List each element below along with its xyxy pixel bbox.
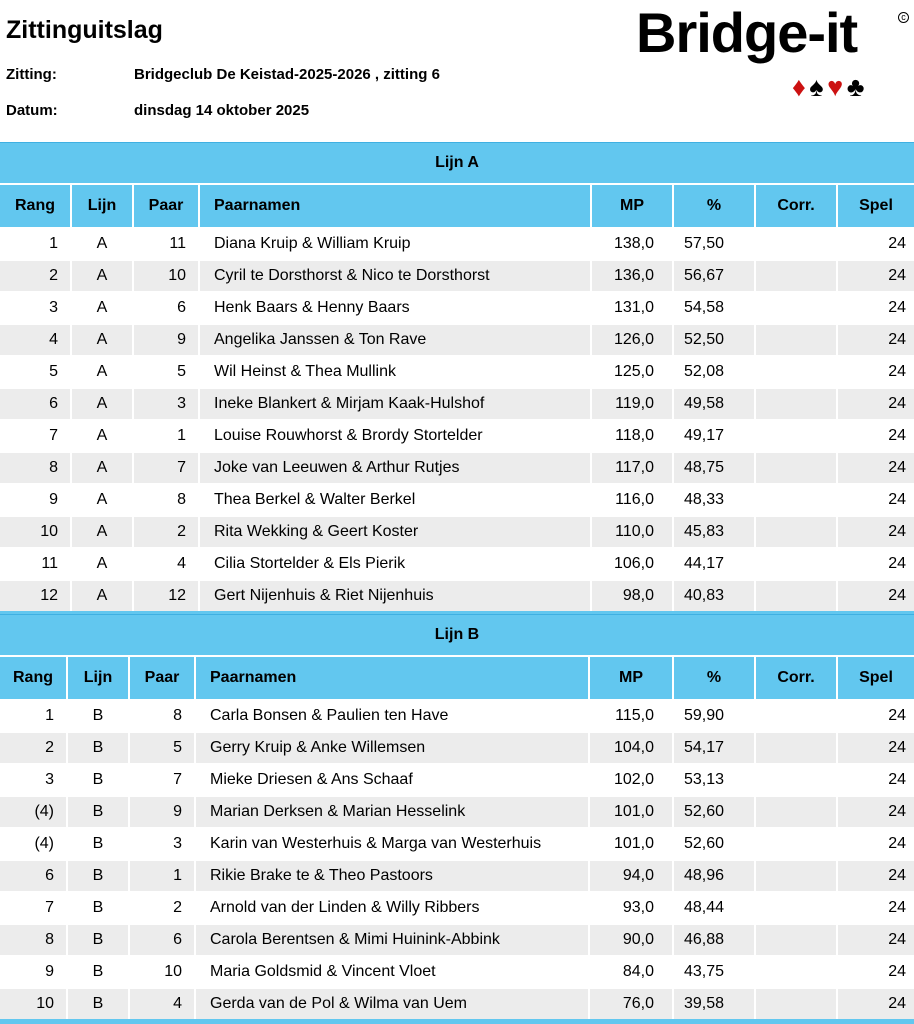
lijn-b-table <box>0 655 914 1019</box>
table-row <box>0 483 914 515</box>
lijn-cell: A <box>70 259 132 291</box>
lijn-b-rows <box>0 699 914 1019</box>
paar-cell: 2 <box>128 891 194 923</box>
pair-names-cell: Carola Berentsen & Mimi Huinink-Abbink <box>194 923 588 955</box>
table-row <box>0 227 914 259</box>
table-row <box>0 355 914 387</box>
lijn-cell: A <box>70 579 132 611</box>
percentage-cell: 52,08 <box>672 355 754 387</box>
rang-cell: 4 <box>0 323 70 355</box>
corr-cell <box>754 259 836 291</box>
lijn-b-section <box>0 614 914 1024</box>
percentage-cell: 48,96 <box>672 859 754 891</box>
spade-suit-icon: ♠ <box>809 72 822 102</box>
mp-cell: 106,0 <box>590 547 672 579</box>
pair-names-cell: Maria Goldsmid & Vincent Vloet <box>194 955 588 987</box>
mp-cell: 98,0 <box>590 579 672 611</box>
paar-cell: 8 <box>128 699 194 731</box>
lijn-a-table <box>0 183 914 611</box>
table-row <box>0 763 914 795</box>
percentage-cell: 49,58 <box>672 387 754 419</box>
zitting-value: Bridgeclub De Keistad-2025-2026 , zitting 6 <box>134 66 440 83</box>
mp-cell: 104,0 <box>588 731 672 763</box>
pair-names-cell: Cilia Stortelder & Els Pierik <box>198 547 590 579</box>
corr-cell <box>754 859 836 891</box>
col-rang: Rang <box>0 655 66 699</box>
col-rang: Rang <box>0 183 70 227</box>
club-suit-icon: ♣ <box>846 72 863 102</box>
mp-cell: 126,0 <box>590 323 672 355</box>
corr-cell <box>754 547 836 579</box>
table-row <box>0 891 914 923</box>
pair-names-cell: Carla Bonsen & Paulien ten Have <box>194 699 588 731</box>
spel-cell: 24 <box>836 387 914 419</box>
spel-cell: 24 <box>836 731 914 763</box>
lijn-cell: A <box>70 323 132 355</box>
mp-cell: 94,0 <box>588 859 672 891</box>
rang-cell: (4) <box>0 795 66 827</box>
paar-cell: 1 <box>128 859 194 891</box>
paar-cell: 2 <box>132 515 198 547</box>
col-mp: MP <box>590 183 672 227</box>
mp-cell: 101,0 <box>588 827 672 859</box>
spel-cell: 24 <box>836 827 914 859</box>
col-paarnamen: Paarnamen <box>194 655 588 699</box>
corr-cell <box>754 355 836 387</box>
mp-cell: 110,0 <box>590 515 672 547</box>
corr-cell <box>754 827 836 859</box>
corr-cell <box>754 699 836 731</box>
rang-cell: 12 <box>0 579 70 611</box>
corr-cell <box>754 387 836 419</box>
percentage-cell: 52,60 <box>672 827 754 859</box>
lijn-cell: B <box>66 891 128 923</box>
pair-names-cell: Rita Wekking & Geert Koster <box>198 515 590 547</box>
pair-names-cell: Angelika Janssen & Ton Rave <box>198 323 590 355</box>
lijn-a-rows <box>0 227 914 611</box>
col-paar: Paar <box>128 655 194 699</box>
spel-cell: 24 <box>836 891 914 923</box>
lijn-cell: B <box>66 955 128 987</box>
corr-cell <box>754 955 836 987</box>
section-divider <box>0 1019 914 1024</box>
rang-cell: 7 <box>0 891 66 923</box>
percentage-cell: 43,75 <box>672 955 754 987</box>
percentage-cell: 46,88 <box>672 923 754 955</box>
rang-cell: 9 <box>0 483 70 515</box>
percentage-cell: 54,58 <box>672 291 754 323</box>
bridge-it-logo <box>636 1 906 104</box>
rang-cell: 9 <box>0 955 66 987</box>
lijn-cell: B <box>66 699 128 731</box>
datum-label: Datum: <box>6 102 58 119</box>
table-row <box>0 323 914 355</box>
lijn-cell: A <box>70 547 132 579</box>
mp-cell: 117,0 <box>590 451 672 483</box>
corr-cell <box>754 763 836 795</box>
spel-cell: 24 <box>836 451 914 483</box>
corr-cell <box>754 419 836 451</box>
lijn-cell: A <box>70 227 132 259</box>
mp-cell: 116,0 <box>590 483 672 515</box>
percentage-cell: 49,17 <box>672 419 754 451</box>
percentage-cell: 54,17 <box>672 731 754 763</box>
pair-names-cell: Gerry Kruip & Anke Willemsen <box>194 731 588 763</box>
pair-names-cell: Marian Derksen & Marian Hesselink <box>194 795 588 827</box>
pair-names-cell: Louise Rouwhorst & Brordy Stortelder <box>198 419 590 451</box>
table-row <box>0 515 914 547</box>
paar-cell: 1 <box>132 419 198 451</box>
paar-cell: 11 <box>132 227 198 259</box>
lijn-cell: A <box>70 483 132 515</box>
rang-cell: 8 <box>0 451 70 483</box>
corr-cell <box>754 923 836 955</box>
diamond-suit-icon: ♦ <box>792 72 804 102</box>
spel-cell: 24 <box>836 955 914 987</box>
table-row <box>0 259 914 291</box>
lijn-cell: B <box>66 987 128 1019</box>
paar-cell: 5 <box>128 731 194 763</box>
corr-cell <box>754 731 836 763</box>
paar-cell: 12 <box>132 579 198 611</box>
page-title: Zittinguitslag <box>6 16 163 44</box>
rang-cell: 6 <box>0 859 66 891</box>
logo-text: Bridge-it <box>636 1 858 64</box>
corr-cell <box>754 451 836 483</box>
pair-names-cell: Thea Berkel & Walter Berkel <box>198 483 590 515</box>
mp-cell: 119,0 <box>590 387 672 419</box>
rang-cell: 6 <box>0 387 70 419</box>
spel-cell: 24 <box>836 355 914 387</box>
percentage-cell: 44,17 <box>672 547 754 579</box>
lijn-b-title: Lijn B <box>0 614 914 655</box>
pair-names-cell: Gerda van de Pol & Wilma van Uem <box>194 987 588 1019</box>
corr-cell <box>754 323 836 355</box>
percentage-cell: 48,44 <box>672 891 754 923</box>
rang-cell: 1 <box>0 227 70 259</box>
corr-cell <box>754 483 836 515</box>
mp-cell: 101,0 <box>588 795 672 827</box>
mp-cell: 90,0 <box>588 923 672 955</box>
mp-cell: 131,0 <box>590 291 672 323</box>
rang-cell: 5 <box>0 355 70 387</box>
rang-cell: 11 <box>0 547 70 579</box>
spel-cell: 24 <box>836 579 914 611</box>
logo-suits <box>792 72 862 103</box>
col-lijn: Lijn <box>66 655 128 699</box>
percentage-cell: 59,90 <box>672 699 754 731</box>
spel-cell: 24 <box>836 291 914 323</box>
pair-names-cell: Wil Heinst & Thea Mullink <box>198 355 590 387</box>
percentage-cell: 48,75 <box>672 451 754 483</box>
col-spel: Spel <box>836 655 914 699</box>
pair-names-cell: Joke van Leeuwen & Arthur Rutjes <box>198 451 590 483</box>
table-row <box>0 923 914 955</box>
spel-cell: 24 <box>836 859 914 891</box>
mp-cell: 102,0 <box>588 763 672 795</box>
table-row <box>0 987 914 1019</box>
lijn-cell: A <box>70 419 132 451</box>
corr-cell <box>754 987 836 1019</box>
pair-names-cell: Rikie Brake te & Theo Pastoors <box>194 859 588 891</box>
paar-cell: 9 <box>128 795 194 827</box>
lijn-a-section <box>0 142 914 616</box>
lijn-cell: B <box>66 763 128 795</box>
col-spel: Spel <box>836 183 914 227</box>
corr-cell <box>754 227 836 259</box>
col-pct: % <box>672 655 754 699</box>
mp-cell: 118,0 <box>590 419 672 451</box>
paar-cell: 6 <box>132 291 198 323</box>
lijn-cell: A <box>70 355 132 387</box>
lijn-cell: B <box>66 731 128 763</box>
rang-cell: 10 <box>0 987 66 1019</box>
spel-cell: 24 <box>836 923 914 955</box>
rang-cell: 3 <box>0 763 66 795</box>
lijn-cell: A <box>70 451 132 483</box>
lijn-cell: B <box>66 923 128 955</box>
paar-cell: 10 <box>132 259 198 291</box>
table-row <box>0 291 914 323</box>
spel-cell: 24 <box>836 515 914 547</box>
pair-names-cell: Cyril te Dorsthorst & Nico te Dorsthorst <box>198 259 590 291</box>
table-row <box>0 419 914 451</box>
table-row <box>0 387 914 419</box>
mp-cell: 93,0 <box>588 891 672 923</box>
col-corr: Corr. <box>754 183 836 227</box>
corr-cell <box>754 795 836 827</box>
pair-names-cell: Arnold van der Linden & Willy Ribbers <box>194 891 588 923</box>
table-row <box>0 731 914 763</box>
mp-cell: 76,0 <box>588 987 672 1019</box>
paar-cell: 4 <box>128 987 194 1019</box>
spel-cell: 24 <box>836 419 914 451</box>
paar-cell: 10 <box>128 955 194 987</box>
spel-cell: 24 <box>836 547 914 579</box>
mp-cell: 84,0 <box>588 955 672 987</box>
lijn-cell: B <box>66 795 128 827</box>
lijn-a-title: Lijn A <box>0 142 914 183</box>
spel-cell: 24 <box>836 987 914 1019</box>
paar-cell: 5 <box>132 355 198 387</box>
paar-cell: 9 <box>132 323 198 355</box>
pair-names-cell: Gert Nijenhuis & Riet Nijenhuis <box>198 579 590 611</box>
pair-names-cell: Karin van Westerhuis & Marga van Westerhuis <box>194 827 588 859</box>
heart-suit-icon: ♥ <box>827 72 842 102</box>
percentage-cell: 52,60 <box>672 795 754 827</box>
corr-cell <box>754 579 836 611</box>
percentage-cell: 52,50 <box>672 323 754 355</box>
percentage-cell: 40,83 <box>672 579 754 611</box>
lijn-cell: B <box>66 859 128 891</box>
percentage-cell: 48,33 <box>672 483 754 515</box>
col-lijn: Lijn <box>70 183 132 227</box>
pair-names-cell: Ineke Blankert & Mirjam Kaak-Hulshof <box>198 387 590 419</box>
spel-cell: 24 <box>836 795 914 827</box>
rang-cell: 10 <box>0 515 70 547</box>
pair-names-cell: Mieke Driesen & Ans Schaaf <box>194 763 588 795</box>
lijn-cell: A <box>70 387 132 419</box>
rang-cell: (4) <box>0 827 66 859</box>
table-row <box>0 451 914 483</box>
table-header-row <box>0 183 914 227</box>
pair-names-cell: Henk Baars & Henny Baars <box>198 291 590 323</box>
mp-cell: 136,0 <box>590 259 672 291</box>
corr-cell <box>754 291 836 323</box>
spel-cell: 24 <box>836 227 914 259</box>
mp-cell: 125,0 <box>590 355 672 387</box>
paar-cell: 4 <box>132 547 198 579</box>
zitting-label: Zitting: <box>6 66 57 83</box>
spel-cell: 24 <box>836 763 914 795</box>
rang-cell: 2 <box>0 731 66 763</box>
table-row <box>0 795 914 827</box>
table-header-row <box>0 655 914 699</box>
table-row <box>0 579 914 611</box>
rang-cell: 1 <box>0 699 66 731</box>
table-row <box>0 827 914 859</box>
lijn-cell: A <box>70 515 132 547</box>
col-corr: Corr. <box>754 655 836 699</box>
table-row <box>0 699 914 731</box>
rang-cell: 7 <box>0 419 70 451</box>
corr-cell <box>754 891 836 923</box>
paar-cell: 7 <box>132 451 198 483</box>
mp-cell: 138,0 <box>590 227 672 259</box>
spel-cell: 24 <box>836 699 914 731</box>
percentage-cell: 45,83 <box>672 515 754 547</box>
datum-value: dinsdag 14 oktober 2025 <box>134 102 310 119</box>
col-paarnamen: Paarnamen <box>198 183 590 227</box>
table-row <box>0 859 914 891</box>
corr-cell <box>754 515 836 547</box>
percentage-cell: 39,58 <box>672 987 754 1019</box>
spel-cell: 24 <box>836 483 914 515</box>
percentage-cell: 57,50 <box>672 227 754 259</box>
pair-names-cell: Diana Kruip & William Kruip <box>198 227 590 259</box>
lijn-cell: B <box>66 827 128 859</box>
copyright-icon: c <box>898 12 909 23</box>
col-mp: MP <box>588 655 672 699</box>
col-paar: Paar <box>132 183 198 227</box>
rang-cell: 3 <box>0 291 70 323</box>
paar-cell: 3 <box>132 387 198 419</box>
percentage-cell: 53,13 <box>672 763 754 795</box>
mp-cell: 115,0 <box>588 699 672 731</box>
table-row <box>0 547 914 579</box>
col-pct: % <box>672 183 754 227</box>
percentage-cell: 56,67 <box>672 259 754 291</box>
spel-cell: 24 <box>836 323 914 355</box>
paar-cell: 6 <box>128 923 194 955</box>
rang-cell: 8 <box>0 923 66 955</box>
table-row <box>0 955 914 987</box>
lijn-cell: A <box>70 291 132 323</box>
paar-cell: 7 <box>128 763 194 795</box>
paar-cell: 8 <box>132 483 198 515</box>
spel-cell: 24 <box>836 259 914 291</box>
paar-cell: 3 <box>128 827 194 859</box>
rang-cell: 2 <box>0 259 70 291</box>
